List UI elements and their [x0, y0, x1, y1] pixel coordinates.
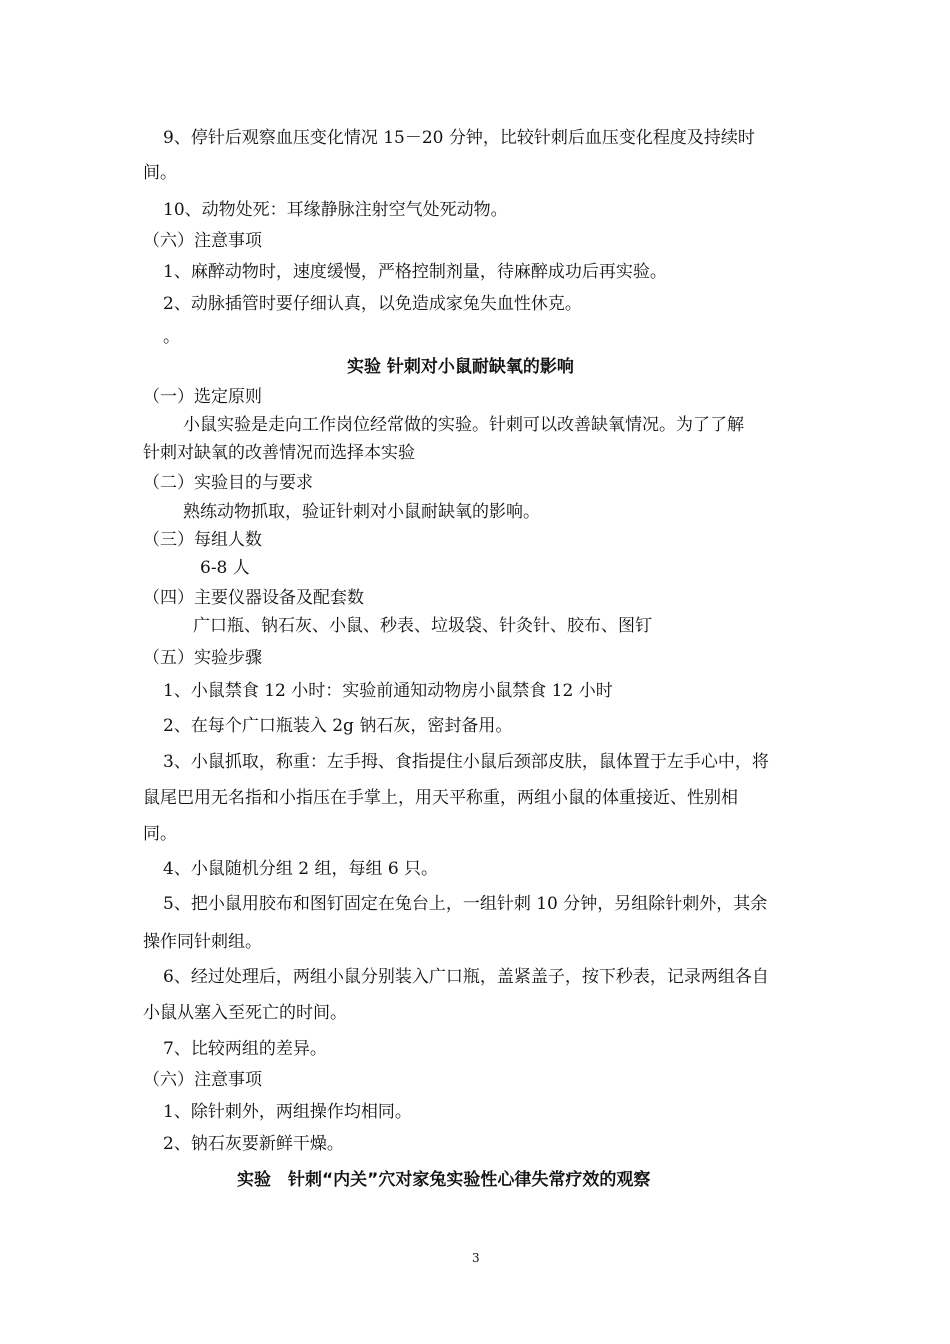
- text-line: 4、小鼠随机分组 2 组，每组 6 只。: [163, 859, 439, 879]
- text-line: 针刺对缺氧的改善情况而选择本实验: [143, 443, 415, 463]
- section-heading: （四）主要仪器设备及配套数: [143, 588, 364, 608]
- text-line: 1、麻醉动物时，速度缓慢，严格控制剂量，待麻醉成功后再实验。: [163, 262, 667, 282]
- section-heading: （六）注意事项: [143, 231, 262, 251]
- text-line: 间。: [143, 163, 177, 183]
- text-line: 熟练动物抓取，验证针刺对小鼠耐缺氧的影响。: [183, 502, 540, 522]
- section-heading: （六）注意事项: [143, 1070, 262, 1090]
- text-line: 小鼠从塞入至死亡的时间。: [143, 1003, 347, 1023]
- text-line: 10、动物处死：耳缘静脉注射空气处死动物。: [163, 200, 508, 220]
- text-line: 操作同针刺组。: [143, 932, 262, 952]
- text-line: 同。: [143, 824, 177, 844]
- text-line: 6、经过处理后，两组小鼠分别装入广口瓶，盖紧盖子，按下秒表，记录两组各自: [163, 967, 769, 987]
- text-line: 7、比较两组的差异。: [163, 1039, 327, 1059]
- text-line: 3、小鼠抓取，称重：左手拇、食指提住小鼠后颈部皮肤，鼠体置于左手心中，将: [163, 752, 769, 772]
- text-line: 9、停针后观察血压变化情况 15－20 分钟，比较针刺后血压变化程度及持续时: [163, 128, 755, 148]
- text-line: 6-8 人: [200, 558, 250, 578]
- text-line: 广口瓶、钠石灰、小鼠、秒表、垃圾袋、针灸针、胶布、图钉: [193, 616, 652, 636]
- text-line: 5、把小鼠用胶布和图钉固定在兔台上，一组针刺 10 分钟，另组除针刺外，其余: [163, 894, 768, 914]
- text-line: 1、除针刺外，两组操作均相同。: [163, 1102, 412, 1122]
- experiment-title: 实验 针刺“内关”穴对家兔实验性心律失常疗效的观察: [237, 1170, 651, 1190]
- section-heading: （三）每组人数: [143, 530, 262, 550]
- experiment-title: 实验 针刺对小鼠耐缺氧的影响: [347, 357, 574, 377]
- text-line: 2、动脉插管时要仔细认真，以免造成家兔失血性休克。: [163, 294, 582, 314]
- text-line: 1、小鼠禁食 12 小时：实验前通知动物房小鼠禁食 12 小时: [163, 681, 613, 701]
- section-heading: （一）选定原则: [143, 387, 262, 407]
- section-heading: （五）实验步骤: [143, 648, 262, 668]
- text-line: 鼠尾巴用无名指和小指压在手掌上，用天平称重，两组小鼠的体重接近、性别相: [143, 788, 738, 808]
- page-number: 3: [472, 1251, 480, 1265]
- section-heading: （二）实验目的与要求: [143, 473, 313, 493]
- text-line: 2、在每个广口瓶装入 2g 钠石灰，密封备用。: [163, 716, 513, 736]
- text-line: 小鼠实验是走向工作岗位经常做的实验。针刺可以改善缺氧情况。为了了解: [183, 415, 744, 435]
- text-line: 。: [163, 327, 180, 347]
- text-line: 2、钠石灰要新鲜干燥。: [163, 1134, 344, 1154]
